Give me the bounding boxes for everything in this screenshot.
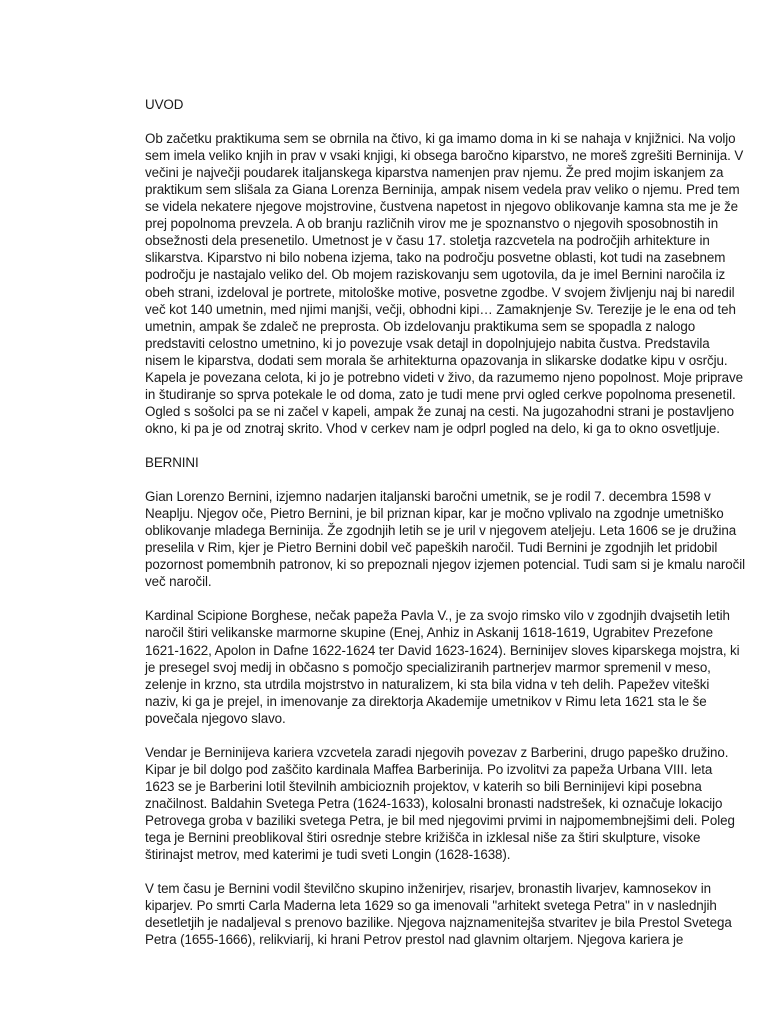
section-heading-bernini: BERNINI bbox=[145, 454, 199, 470]
paragraph-bernini-4: V tem času je Bernini vodil številčno skupino inženirjev, risarjev, bronastih livarjev, kamnosekov in kiparjev. Po smrti Carla Maderna leta 1629 so ga imenovali "arhitekt svetega Petra" in v naslednjih desetletjih je nadaljeval s prenovo bazilike. Njegova najznamenitejša stvaritev je bila Prestol Svetega Petra (1655-1666), relikviarij, ki hrani Petrov prestol nad glavnim oltarjem. Njegova kariera je bbox=[145, 881, 732, 948]
spacer bbox=[145, 113, 745, 130]
paragraph-bernini-2: Kardinal Scipione Borghese, nečak papeža Pavla V., je za svojo rimsko vilo v zgodnjih dvajsetih letih naročil štiri velikanske marmorne skupine (Enej, Anhiz in Askanij 1618-1619, Ugrabitev Prezefone 1621-1622, Apolon in Dafne 1622-1624 ter David 1623-1624). Berninijev sloves kiparskega mojstra, ki je presegel svoj medij in občasno s pomočjo specializiranih partnerjev marmor spremenil v meso, zelenje in krzno, sta utrdila mojstrstvo in naturalizem, ki sta bila vidna v teh delih. Papežev viteški naziv, ki ga je prejel, in imenovanje za direktorja Akademije umetnikov v Rimu leta 1621 sta le še povečala njegovo slavo. bbox=[145, 608, 740, 726]
spacer bbox=[145, 437, 745, 454]
paragraph-uvod-1: Ob začetku praktikuma sem se obrnila na čtivo, ki ga imamo doma in ki se nahaja v knjižnici. Na voljo sem imela veliko knjih in prav v vsaki knjigi, ki obsega baročno kiparstvo, ne moreš zgrešiti Berninija. V večini je največji poudarek italjanskega kiparstva namenjen prav njemu. Že pred mojim iskanjem za praktikum sem slišala za Giana Lorenza Berninija, ampak nisem vedela prav veliko o njemu. Pred tem se videla nekatere njegove mojstrovine, čustvena napetost in njegovo oblikovanje kamna sta me je že prej popolnoma prevzela. A ob branju različnih virov me je spoznanstvo o njegovih sposobnostih in obsežnosti dela presenetilo. Umetnost je v času 17. stoletja razcvetela na področjih arhitekture in slikarstva. Kiparstvo ni bilo nobena izjema, tako na področju posvetne oblasti, kot tudi na zasebnem področju je nastajalo veliko del. Ob mojem raziskovanju sem ugotovila, da je imel Bernini naročila iz obeh strani, izdeloval je portrete, mitološke motive, posvetne zgodbe. V svojem življenju naj bi naredil več kot 140 umetnin, med njimi manjši, večji, obhodni kipi… Zamaknjenje Sv. Terezije je le ena od teh umetnin, ampak še zdaleč ne preprosta. Ob izdelovanju praktikuma sem se spopadla z nalogo predstaviti celostno umetnino, ki jo povezuje vsak detajl in dopolnjujejo nabita čustva. Predstavila nisem le kiparstva, dodati sem morala še arhitekturna opazovanja in slikarske dodatke kipu v osrčju. Kapela je povezana celota, ki jo je potrebno videti v živo, da razumemo njeno popolnost. Moje priprave in študiranje so sprva potekale le od doma, zato je tudi mene prvi ogled cerkve popolnoma presenetil. Ogled s sošolci pa se ni začel v kapeli, ampak že zunaj na cesti. Na jugozahodni strani je postavljeno okno, ki pa je od znotraj skrito. Vhod v cerkev nam je odprl pogled na delo, ki ga to okno osvetljuje. bbox=[145, 131, 744, 436]
paragraph-bernini-3: Vendar je Berninijeva kariera vzcvetela zaradi njegovih povezav z Barberini, drugo papeško družino. Kipar je bil dolgo pod zaščito kardinala Maffea Barberinija. Po izvolitvi za papeža Urbana VIII. leta 1623 se je Barberini lotil številnih ambicioznih projektov, v katerih so bili Berninijevi kipi posebna značilnost. Baldahin Svetega Petra (1624-1633), kolosalni bronasti nadstrešek, ki označuje lokacijo Petrovega groba v baziliki svetega Petra, je bil med njegovimi prvimi in najpomembnejšimi deli. Poleg tega je Bernini preoblikoval štiri osrednje stebre križišča in izklesal niše za štiri skulpture, visoke štirinajst metrov, med katerimi je tudi sveti Longin (1628-1638). bbox=[145, 744, 735, 863]
section-heading-uvod: UVOD bbox=[145, 97, 184, 112]
spacer bbox=[145, 471, 745, 488]
document-page bbox=[145, 96, 745, 948]
paragraph-bernini-1: Gian Lorenzo Bernini, izjemno nadarjen italjanski baročni umetnik, se je rodil 7. decembra 1598 v Neaplju. Njegov oče, Pietro Bernini, je bil priznan kipar, kar je močno vplivalo na zgodnje umetniško oblikovanje mladega Berninija. Že zgodnjih letih se je uril v njegovem ateljeju. Leta 1606 se je družina preselila v Rim, kjer je Pietro Bernini dobil več papeških naročil. Tudi Bernini je zgodnjih let pridobil pozornost pomembnih patronov, ki so prepoznali njegov izjemen potencial. Tudi sam si je kmalu naročil več naročil. bbox=[145, 489, 745, 590]
spacer bbox=[145, 727, 745, 744]
spacer bbox=[145, 863, 745, 880]
spacer bbox=[145, 590, 745, 607]
